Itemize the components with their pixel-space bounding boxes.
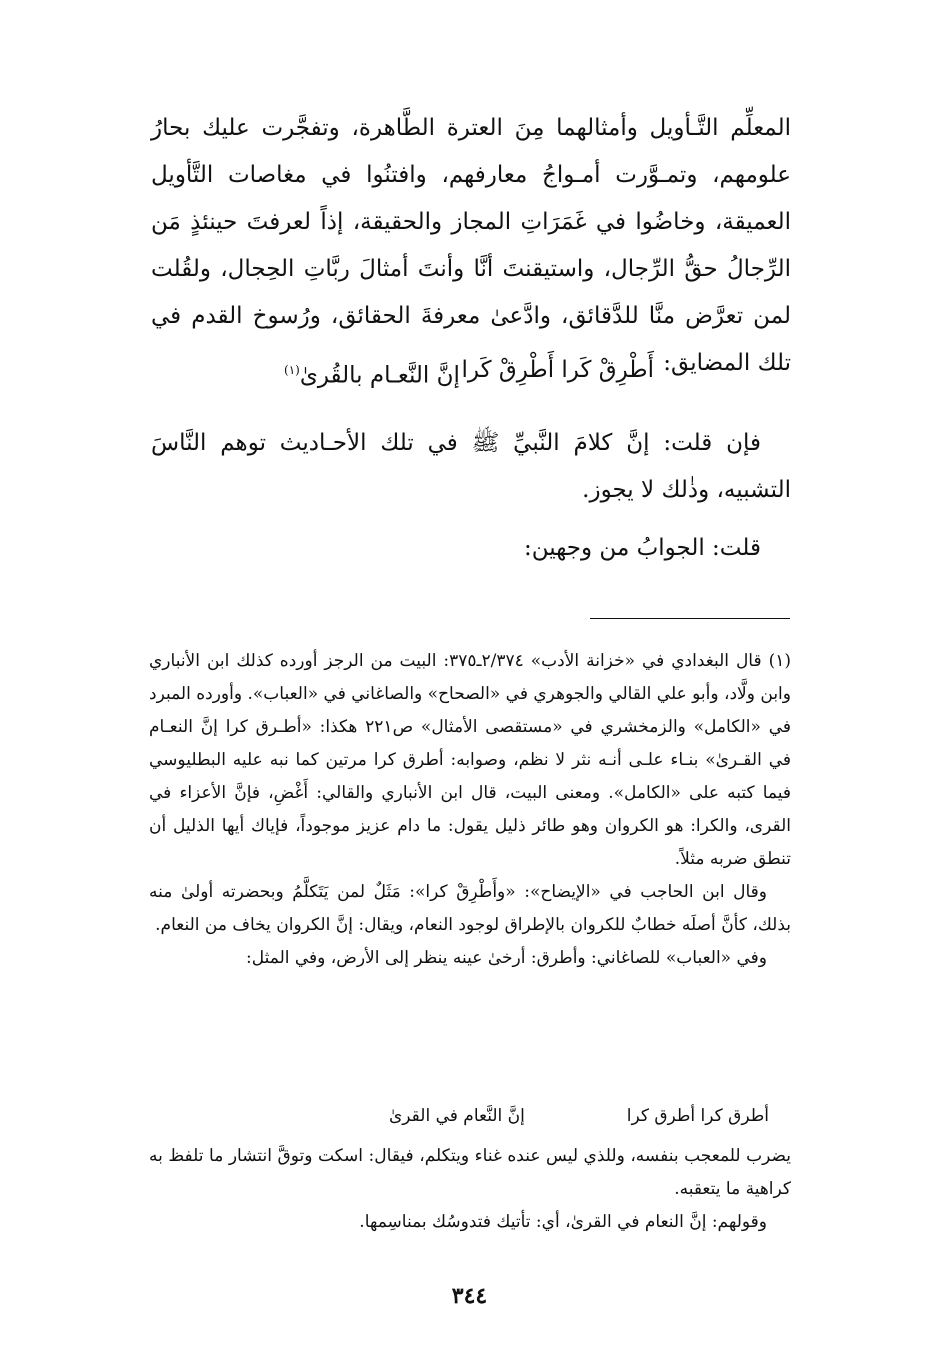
main-paragraph: المعلِّم التَّـأويل وأمثالهما مِنَ العترة الطَّاهرة، وتفجَّرت عليك بحارُ علومهم، وتمـوَّرت أمـواجُ معارفهم، وافتنُوا في مغاصات التَّأويل العميقة، وخاضُوا في غَمَرَاتِ المجاز والحقيقة، إذاً لعرفتَ حينئذٍ مَن الرِّجالُ حقُّ الرِّجال، واستيقنتَ أنَّا وأنتَ أمثالَ ربَّاتِ الحِجال، ولقُلت لمن تعرَّض منَّا للدَّقائق، وادَّعىٰ معرفةَ الحقائق، ورُسوخ القدم في تلك المضايق: [151,115,791,376]
question-paragraph: فإن قلت: إنَّ كلامَ النَّبيِّ ﷺ في تلك الأحـاديث توهم النَّاسَ التشبيه، وذٰلك لا يجوز. [151,430,791,503]
footnote-marker: (١) [284,363,300,377]
main-text [151,105,791,387]
footnote-verse [389,1100,769,1133]
page-number: ٣٤٤ [451,1283,488,1309]
answer-line: قلت: الجوابُ من وجهين: [524,535,761,561]
footnote-paragraph-1: (١) قال البغدادي في «خزانة الأدب» ٢/٣٧٤ـ٣٧٥: البيت من الرجز أورده كذلك ابن الأنباري وابن ولَّاد، وأبو علي القالي والجوهري في «الصحاح» والصاغاني في «العباب». وأورده المبرد في «الكامل» والزمخشري في «مستقصى الأمثال» ص٢٢١ هكذا: «أطـرق كرا إنَّ النعـام في القـرىٰ» بنـاء علـى أنـه نثر لا نظم، وصوابه: أطرق كرا مرتين كما نبه عليه البطليوسي فيما كتبه على «الكامل». ومعنى البيت، قال ابن الأنباري والقالي: أَغْضِ، فإنَّ الأعزاء في القرى، والكرا: هو الكروان وهو طائر ذليل يقول: ما دام عزيز موجوداً، فإياك أيها الذليل أن تنطق ضربه مثلاً. [149,651,791,869]
footnotes-continued [149,1140,791,1239]
verse-line [284,350,654,396]
question-block [151,420,791,514]
verse-hemistich-right: أَطْرِقْ كَرا أَطْرِقْ كَرا [461,357,654,383]
footnote-separator [590,618,790,619]
footnote-paragraph-5: وقولهم: إنَّ النعام في القرىٰ، أي: تأتيك فتدوسُك بمناسِمها. [359,1212,767,1232]
footnote-verse-left: إنَّ النَّعام في القرىٰ [389,1106,525,1126]
footnote-verse-right: أطرق كرا أطرق كرا [626,1106,769,1126]
footnote-paragraph-4: يضرب للمعجب بنفسه، وللذي ليس عنده غناء ويتكلم، فيقال: اسكت وتوقَّ انتشار ما تلفظ به كراهية ما يتعقبه. [149,1146,791,1199]
footnote-paragraph-3: وفي «العباب» للصاغاني: وأطرق: أرخىٰ عينه ينظر إلى الأرض، وفي المثل: [246,948,767,968]
verse-hemistich-left: إنَّ النَّعـام بالقُرىٰ$^{(١)}$ [284,362,460,389]
footnote-paragraph-2: وقال ابن الحاجب في «الإيضاح»: «وأَطْرِقْ كرا»: مَثَلٌ لمن يَتَكلَّمُ وبحضرته أولىٰ منه بذلك، كأنَّ أصلَه خطابٌ للكروان بالإطراق لوجود النعام، ويقال: إنَّ الكروان يخاف من النعام. [149,882,791,935]
footnotes [149,645,791,975]
